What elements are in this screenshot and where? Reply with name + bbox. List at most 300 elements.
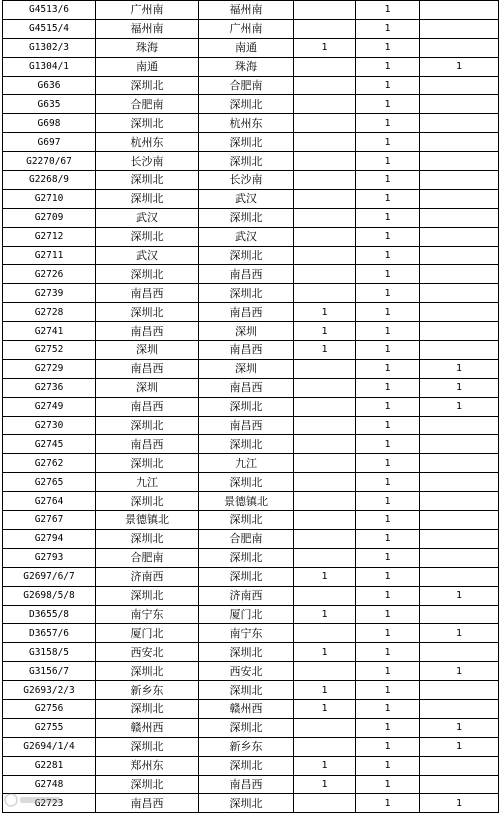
train-number-cell: G2711: [3, 246, 96, 265]
flag-b-cell: 1: [356, 265, 420, 284]
destination-station-cell: 深圳北: [199, 718, 294, 737]
origin-station-cell: 深圳北: [96, 699, 199, 718]
train-number-cell: G2762: [3, 454, 96, 473]
train-number-cell: G698: [3, 114, 96, 133]
origin-station-cell: 九江: [96, 473, 199, 492]
table-row: [3, 19, 499, 38]
flag-b-cell: 1: [356, 246, 420, 265]
destination-station-cell: 长沙南: [199, 171, 294, 190]
flag-a-cell: 1: [294, 605, 356, 624]
flag-b-cell: 1: [356, 152, 420, 171]
flag-b-cell: 1: [356, 1, 420, 20]
flag-c-cell: 1: [420, 794, 499, 813]
train-number-cell: D3657/6: [3, 624, 96, 643]
origin-station-cell: 南宁东: [96, 605, 199, 624]
origin-station-cell: 深圳北: [96, 265, 199, 284]
train-number-cell: G2710: [3, 189, 96, 208]
flag-a-cell: [294, 284, 356, 303]
flag-c-cell: [420, 341, 499, 360]
flag-c-cell: 1: [420, 718, 499, 737]
flag-c-cell: [420, 567, 499, 586]
train-number-cell: G2748: [3, 775, 96, 794]
table-row: [3, 681, 499, 700]
train-number-cell: G3158/5: [3, 643, 96, 662]
train-number-cell: G2268/9: [3, 171, 96, 190]
flag-a-cell: [294, 492, 356, 511]
origin-station-cell: 深圳北: [96, 662, 199, 681]
flag-b-cell: 1: [356, 699, 420, 718]
flag-b-cell: 1: [356, 76, 420, 95]
table-row: [3, 246, 499, 265]
destination-station-cell: 南昌西: [199, 341, 294, 360]
train-number-cell: G2752: [3, 341, 96, 360]
destination-station-cell: 深圳: [199, 322, 294, 341]
flag-c-cell: 1: [420, 57, 499, 76]
table-row: [3, 359, 499, 378]
flag-a-cell: [294, 1, 356, 20]
flag-b-cell: 1: [356, 57, 420, 76]
table-row: [3, 662, 499, 681]
train-number-cell: G4513/6: [3, 1, 96, 20]
origin-station-cell: 深圳北: [96, 171, 199, 190]
flag-b-cell: 1: [356, 643, 420, 662]
flag-a-cell: [294, 246, 356, 265]
table-row: [3, 794, 499, 813]
destination-station-cell: 深圳北: [199, 152, 294, 171]
flag-c-cell: 1: [420, 624, 499, 643]
destination-station-cell: 深圳北: [199, 246, 294, 265]
table-row: [3, 189, 499, 208]
table-row: [3, 76, 499, 95]
flag-c-cell: [420, 171, 499, 190]
destination-station-cell: 杭州东: [199, 114, 294, 133]
flag-c-cell: [420, 19, 499, 38]
origin-station-cell: 深圳北: [96, 775, 199, 794]
flag-b-cell: 1: [356, 473, 420, 492]
origin-station-cell: 深圳北: [96, 114, 199, 133]
destination-station-cell: 南通: [199, 38, 294, 57]
destination-station-cell: 深圳北: [199, 284, 294, 303]
flag-c-cell: [420, 492, 499, 511]
flag-b-cell: 1: [356, 548, 420, 567]
table-row: [3, 265, 499, 284]
origin-station-cell: 南通: [96, 57, 199, 76]
flag-b-cell: 1: [356, 529, 420, 548]
flag-b-cell: 1: [356, 303, 420, 322]
table-row: [3, 718, 499, 737]
flag-b-cell: 1: [356, 341, 420, 360]
table-row: [3, 529, 499, 548]
flag-a-cell: [294, 662, 356, 681]
table-row: [3, 511, 499, 530]
flag-c-cell: 1: [420, 397, 499, 416]
flag-b-cell: 1: [356, 775, 420, 794]
table-row: [3, 737, 499, 756]
destination-station-cell: 深圳北: [199, 567, 294, 586]
destination-station-cell: 南昌西: [199, 265, 294, 284]
origin-station-cell: 深圳北: [96, 303, 199, 322]
flag-c-cell: [420, 284, 499, 303]
flag-b-cell: 1: [356, 133, 420, 152]
origin-station-cell: 合肥南: [96, 548, 199, 567]
flag-a-cell: [294, 189, 356, 208]
table-row: [3, 152, 499, 171]
table-row: [3, 322, 499, 341]
origin-station-cell: 南昌西: [96, 284, 199, 303]
flag-b-cell: 1: [356, 19, 420, 38]
flag-c-cell: [420, 548, 499, 567]
destination-station-cell: 深圳: [199, 359, 294, 378]
train-number-cell: G2726: [3, 265, 96, 284]
table-row: [3, 643, 499, 662]
flag-a-cell: 1: [294, 303, 356, 322]
flag-b-cell: 1: [356, 756, 420, 775]
train-number-cell: G2694/1/4: [3, 737, 96, 756]
flag-a-cell: [294, 718, 356, 737]
train-number-cell: G2730: [3, 416, 96, 435]
flag-a-cell: [294, 133, 356, 152]
origin-station-cell: 新乡东: [96, 681, 199, 700]
train-schedule-table: [2, 0, 499, 813]
table-row: [3, 699, 499, 718]
flag-b-cell: 1: [356, 681, 420, 700]
train-number-cell: G2723: [3, 794, 96, 813]
origin-station-cell: 深圳北: [96, 586, 199, 605]
origin-station-cell: 广州南: [96, 1, 199, 20]
flag-c-cell: [420, 699, 499, 718]
origin-station-cell: 深圳: [96, 341, 199, 360]
train-number-cell: G2709: [3, 208, 96, 227]
table-row: [3, 227, 499, 246]
flag-a-cell: [294, 57, 356, 76]
origin-station-cell: 深圳北: [96, 454, 199, 473]
flag-b-cell: 1: [356, 435, 420, 454]
flag-c-cell: [420, 681, 499, 700]
flag-b-cell: 1: [356, 208, 420, 227]
destination-station-cell: 深圳北: [199, 95, 294, 114]
flag-c-cell: [420, 38, 499, 57]
table-row: [3, 114, 499, 133]
flag-b-cell: 1: [356, 189, 420, 208]
origin-station-cell: 深圳北: [96, 189, 199, 208]
flag-b-cell: 1: [356, 567, 420, 586]
origin-station-cell: 厦门北: [96, 624, 199, 643]
flag-c-cell: [420, 265, 499, 284]
train-number-cell: G2793: [3, 548, 96, 567]
flag-b-cell: 1: [356, 492, 420, 511]
flag-a-cell: [294, 473, 356, 492]
origin-station-cell: 福州南: [96, 19, 199, 38]
train-number-cell: G1302/3: [3, 38, 96, 57]
flag-a-cell: [294, 359, 356, 378]
train-number-cell: G636: [3, 76, 96, 95]
flag-c-cell: 1: [420, 586, 499, 605]
train-number-cell: G2281: [3, 756, 96, 775]
flag-b-cell: 1: [356, 171, 420, 190]
flag-c-cell: [420, 227, 499, 246]
origin-station-cell: 南昌西: [96, 322, 199, 341]
flag-b-cell: 1: [356, 605, 420, 624]
table-row: [3, 171, 499, 190]
flag-b-cell: 1: [356, 511, 420, 530]
flag-c-cell: [420, 454, 499, 473]
flag-c-cell: [420, 435, 499, 454]
destination-station-cell: 深圳北: [199, 548, 294, 567]
table-row: [3, 605, 499, 624]
flag-a-cell: [294, 435, 356, 454]
flag-a-cell: [294, 397, 356, 416]
destination-station-cell: 南昌西: [199, 378, 294, 397]
flag-c-cell: [420, 756, 499, 775]
origin-station-cell: 深圳: [96, 378, 199, 397]
train-number-cell: G2745: [3, 435, 96, 454]
destination-station-cell: 深圳北: [199, 794, 294, 813]
flag-c-cell: [420, 246, 499, 265]
destination-station-cell: 合肥南: [199, 529, 294, 548]
destination-station-cell: 深圳北: [199, 133, 294, 152]
destination-station-cell: 新乡东: [199, 737, 294, 756]
train-number-cell: G2712: [3, 227, 96, 246]
destination-station-cell: 深圳北: [199, 435, 294, 454]
origin-station-cell: 珠海: [96, 38, 199, 57]
flag-b-cell: 1: [356, 662, 420, 681]
destination-station-cell: 深圳北: [199, 397, 294, 416]
table-row: [3, 1, 499, 20]
flag-a-cell: [294, 737, 356, 756]
flag-c-cell: [420, 1, 499, 20]
destination-station-cell: 深圳北: [199, 681, 294, 700]
table-row: [3, 38, 499, 57]
flag-b-cell: 1: [356, 359, 420, 378]
origin-station-cell: 长沙南: [96, 152, 199, 171]
train-number-cell: G2728: [3, 303, 96, 322]
flag-c-cell: [420, 416, 499, 435]
flag-a-cell: 1: [294, 775, 356, 794]
flag-b-cell: 1: [356, 114, 420, 133]
destination-station-cell: 景德镇北: [199, 492, 294, 511]
flag-b-cell: 1: [356, 322, 420, 341]
flag-c-cell: [420, 473, 499, 492]
train-number-cell: G2270/67: [3, 152, 96, 171]
table-row: [3, 208, 499, 227]
flag-a-cell: [294, 529, 356, 548]
flag-b-cell: 1: [356, 397, 420, 416]
train-number-cell: G2756: [3, 699, 96, 718]
watermark-logo-icon: [4, 792, 64, 808]
destination-station-cell: 西安北: [199, 662, 294, 681]
destination-station-cell: 南昌西: [199, 416, 294, 435]
table-row: [3, 586, 499, 605]
flag-a-cell: [294, 19, 356, 38]
origin-station-cell: 武汉: [96, 246, 199, 265]
flag-c-cell: [420, 114, 499, 133]
train-number-cell: G2729: [3, 359, 96, 378]
train-number-cell: G2749: [3, 397, 96, 416]
flag-c-cell: 1: [420, 378, 499, 397]
flag-c-cell: [420, 152, 499, 171]
train-number-cell: G2755: [3, 718, 96, 737]
table-row: [3, 567, 499, 586]
origin-station-cell: 赣州西: [96, 718, 199, 737]
flag-a-cell: [294, 265, 356, 284]
flag-c-cell: [420, 76, 499, 95]
table-row: [3, 435, 499, 454]
train-number-cell: G2693/2/3: [3, 681, 96, 700]
table-row: [3, 57, 499, 76]
flag-b-cell: 1: [356, 737, 420, 756]
train-number-cell: G2739: [3, 284, 96, 303]
flag-a-cell: 1: [294, 756, 356, 775]
destination-station-cell: 厦门北: [199, 605, 294, 624]
destination-station-cell: 深圳北: [199, 643, 294, 662]
train-number-cell: G2794: [3, 529, 96, 548]
destination-station-cell: 深圳北: [199, 473, 294, 492]
origin-station-cell: 深圳北: [96, 76, 199, 95]
origin-station-cell: 深圳北: [96, 492, 199, 511]
destination-station-cell: 深圳北: [199, 208, 294, 227]
flag-b-cell: 1: [356, 38, 420, 57]
train-number-cell: G2764: [3, 492, 96, 511]
destination-station-cell: 广州南: [199, 19, 294, 38]
flag-c-cell: 1: [420, 662, 499, 681]
flag-b-cell: 1: [356, 586, 420, 605]
origin-station-cell: 合肥南: [96, 95, 199, 114]
train-number-cell: G2767: [3, 511, 96, 530]
flag-b-cell: 1: [356, 95, 420, 114]
flag-a-cell: [294, 227, 356, 246]
table-row: [3, 378, 499, 397]
flag-a-cell: [294, 454, 356, 473]
flag-a-cell: 1: [294, 341, 356, 360]
flag-c-cell: [420, 303, 499, 322]
origin-station-cell: 南昌西: [96, 359, 199, 378]
flag-a-cell: [294, 95, 356, 114]
table-row: [3, 397, 499, 416]
train-number-cell: G635: [3, 95, 96, 114]
destination-station-cell: 珠海: [199, 57, 294, 76]
flag-a-cell: [294, 152, 356, 171]
flag-a-cell: 1: [294, 681, 356, 700]
destination-station-cell: 南昌西: [199, 775, 294, 794]
table-body: [3, 1, 499, 813]
train-number-cell: G4515/4: [3, 19, 96, 38]
train-number-cell: G697: [3, 133, 96, 152]
origin-station-cell: 南昌西: [96, 397, 199, 416]
flag-c-cell: [420, 775, 499, 794]
train-number-cell: G2698/5/8: [3, 586, 96, 605]
flag-a-cell: [294, 794, 356, 813]
table-row: [3, 473, 499, 492]
origin-station-cell: 南昌西: [96, 435, 199, 454]
table-row: [3, 492, 499, 511]
flag-c-cell: [420, 605, 499, 624]
destination-station-cell: 武汉: [199, 227, 294, 246]
origin-station-cell: 深圳北: [96, 737, 199, 756]
destination-station-cell: 深圳北: [199, 756, 294, 775]
flag-b-cell: 1: [356, 794, 420, 813]
table-row: [3, 303, 499, 322]
flag-a-cell: [294, 548, 356, 567]
destination-station-cell: 深圳北: [199, 511, 294, 530]
train-number-cell: G3156/7: [3, 662, 96, 681]
flag-c-cell: [420, 511, 499, 530]
flag-a-cell: [294, 171, 356, 190]
origin-station-cell: 南昌西: [96, 794, 199, 813]
origin-station-cell: 深圳北: [96, 529, 199, 548]
table-row: [3, 341, 499, 360]
flag-a-cell: 1: [294, 322, 356, 341]
table-row: [3, 756, 499, 775]
table-row: [3, 416, 499, 435]
flag-b-cell: 1: [356, 718, 420, 737]
flag-c-cell: [420, 322, 499, 341]
origin-station-cell: 深圳北: [96, 227, 199, 246]
flag-c-cell: 1: [420, 737, 499, 756]
flag-c-cell: [420, 189, 499, 208]
flag-b-cell: 1: [356, 378, 420, 397]
flag-a-cell: 1: [294, 643, 356, 662]
destination-station-cell: 南昌西: [199, 303, 294, 322]
destination-station-cell: 武汉: [199, 189, 294, 208]
origin-station-cell: 西安北: [96, 643, 199, 662]
flag-b-cell: 1: [356, 284, 420, 303]
origin-station-cell: 武汉: [96, 208, 199, 227]
flag-c-cell: [420, 95, 499, 114]
flag-a-cell: [294, 208, 356, 227]
table-row: [3, 454, 499, 473]
train-number-cell: G2741: [3, 322, 96, 341]
train-number-cell: G2697/6/7: [3, 567, 96, 586]
table-row: [3, 548, 499, 567]
origin-station-cell: 杭州东: [96, 133, 199, 152]
origin-station-cell: 济南西: [96, 567, 199, 586]
table-row: [3, 133, 499, 152]
table-row: [3, 284, 499, 303]
origin-station-cell: 深圳北: [96, 416, 199, 435]
train-number-cell: G1304/1: [3, 57, 96, 76]
flag-a-cell: [294, 76, 356, 95]
destination-station-cell: 合肥南: [199, 76, 294, 95]
flag-b-cell: 1: [356, 624, 420, 643]
flag-b-cell: 1: [356, 416, 420, 435]
flag-a-cell: [294, 114, 356, 133]
flag-a-cell: [294, 378, 356, 397]
flag-b-cell: 1: [356, 454, 420, 473]
flag-c-cell: [420, 529, 499, 548]
destination-station-cell: 赣州西: [199, 699, 294, 718]
flag-a-cell: 1: [294, 699, 356, 718]
flag-a-cell: [294, 511, 356, 530]
train-number-cell: G2765: [3, 473, 96, 492]
flag-c-cell: [420, 643, 499, 662]
origin-station-cell: 郑州东: [96, 756, 199, 775]
flag-a-cell: [294, 624, 356, 643]
destination-station-cell: 福州南: [199, 1, 294, 20]
train-number-cell: D3655/8: [3, 605, 96, 624]
origin-station-cell: 景德镇北: [96, 511, 199, 530]
flag-a-cell: [294, 416, 356, 435]
train-number-cell: G2736: [3, 378, 96, 397]
flag-c-cell: [420, 133, 499, 152]
flag-a-cell: [294, 586, 356, 605]
flag-c-cell: [420, 208, 499, 227]
destination-station-cell: 南宁东: [199, 624, 294, 643]
destination-station-cell: 九江: [199, 454, 294, 473]
flag-a-cell: 1: [294, 567, 356, 586]
flag-a-cell: 1: [294, 38, 356, 57]
destination-station-cell: 济南西: [199, 586, 294, 605]
flag-b-cell: 1: [356, 227, 420, 246]
